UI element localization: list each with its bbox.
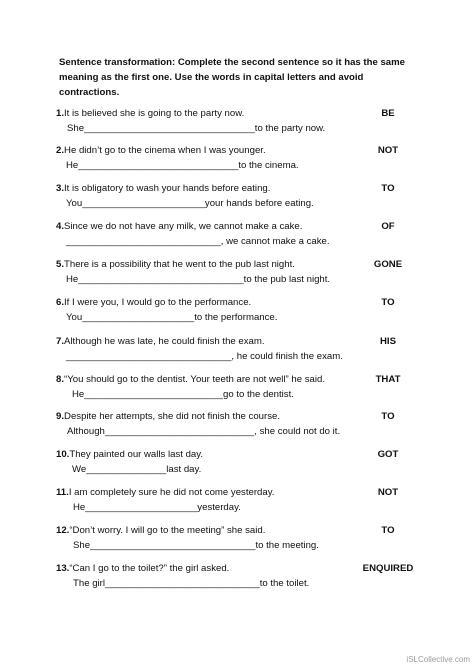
exercise-item xyxy=(0,525,474,563)
exercise-item xyxy=(0,449,474,487)
sentence-text: It is obligatory to wash your hands before eating. xyxy=(64,183,271,194)
keyword: ENQUIRED xyxy=(362,563,414,574)
keyword: OF xyxy=(381,221,395,232)
transformation-sentence[interactable]: Although____________________________, she could not do it. xyxy=(67,426,341,437)
original-sentence xyxy=(56,145,376,157)
sentence-text: “Can I go to the toilet?” the girl asked. xyxy=(69,563,230,574)
keyword: TO xyxy=(381,525,395,536)
original-sentence xyxy=(56,259,376,271)
item-number: 12. xyxy=(56,525,70,536)
keyword: NOT xyxy=(377,145,399,156)
item-number: 13. xyxy=(56,563,70,574)
original-sentence xyxy=(56,374,376,386)
keyword: TO xyxy=(381,411,395,422)
transformation-sentence[interactable]: The girl_____________________________to the toilet. xyxy=(73,578,310,589)
original-sentence xyxy=(56,221,376,233)
original-sentence xyxy=(56,563,376,575)
original-sentence xyxy=(56,183,376,195)
sentence-text: “Don’t worry. I will go to the meeting” she said. xyxy=(69,525,266,536)
item-number: 8. xyxy=(56,374,65,385)
item-number: 5. xyxy=(56,259,65,270)
sentence-text: He didn’t go to the cinema when I was younger. xyxy=(64,145,266,156)
exercise-item xyxy=(0,336,474,374)
keyword: TO xyxy=(381,183,395,194)
exercise-item xyxy=(0,183,474,221)
transformation-sentence[interactable]: He_______________________________to the pub last night. xyxy=(66,274,331,285)
source-watermark: iSLCollective.com xyxy=(406,655,470,664)
sentence-text: If I were you, I would go to the performance. xyxy=(64,297,252,308)
transformation-sentence[interactable]: She_______________________________to the meeting. xyxy=(73,540,319,551)
original-sentence xyxy=(56,336,376,348)
sentence-text: There is a possibility that he went to the pub last night. xyxy=(64,259,295,270)
sentence-text: They painted our walls last day. xyxy=(69,449,204,460)
sentence-text: Since we do not have any milk, we cannot make a cake. xyxy=(64,221,303,232)
exercise-item xyxy=(0,221,474,259)
item-number: 11. xyxy=(56,487,69,498)
exercise-item xyxy=(0,411,474,449)
sentence-text: “You should go to the dentist. Your teeth are not well” he said. xyxy=(64,374,326,385)
transformation-sentence[interactable]: You_____________________to the performance. xyxy=(66,312,278,323)
exercise-item xyxy=(0,374,474,412)
transformation-sentence[interactable]: We_______________last day. xyxy=(72,464,202,475)
original-sentence xyxy=(56,108,376,120)
sentence-text: It is believed she is going to the party now. xyxy=(64,108,245,119)
transformation-sentence[interactable]: He__________________________go to the dentist. xyxy=(72,389,294,400)
keyword: THAT xyxy=(375,374,401,385)
item-number: 10. xyxy=(56,449,70,460)
keyword: NOT xyxy=(377,487,399,498)
keyword: GONE xyxy=(373,259,403,270)
sentence-text: Although he was late, he could finish the exam. xyxy=(64,336,265,347)
keyword: BE xyxy=(381,108,395,119)
item-number: 1. xyxy=(56,108,65,119)
item-number: 7. xyxy=(56,336,65,347)
item-number: 2. xyxy=(56,145,65,156)
original-sentence xyxy=(56,297,376,309)
original-sentence xyxy=(56,449,376,461)
transformation-sentence[interactable]: You_______________________your hands before eating. xyxy=(66,198,314,209)
exercise-item xyxy=(0,108,474,146)
transformation-sentence[interactable]: She________________________________to the party now. xyxy=(67,123,326,134)
exercise-item xyxy=(0,297,474,335)
transformation-sentence[interactable]: _____________________________, we cannot make a cake. xyxy=(66,236,330,247)
item-number: 4. xyxy=(56,221,65,232)
keyword: HIS xyxy=(380,336,396,347)
instructions-text: Sentence transformation: Complete the second sentence so it has the same meaning as the first one. Use the words in capital letters and avoid contractions. xyxy=(59,57,405,98)
transformation-sentence[interactable]: _______________________________, he could finish the exam. xyxy=(66,351,343,362)
exercise-item xyxy=(0,563,474,601)
transformation-sentence[interactable]: He______________________________to the cinema. xyxy=(66,160,299,171)
keyword: TO xyxy=(381,297,395,308)
sentence-text: I am completely sure he did not come yesterday. xyxy=(68,487,275,498)
original-sentence xyxy=(56,487,376,499)
item-number: 3. xyxy=(56,183,65,194)
item-number: 6. xyxy=(56,297,65,308)
exercise-item xyxy=(0,259,474,297)
exercise-item xyxy=(0,487,474,525)
original-sentence xyxy=(56,525,376,537)
exercise-item xyxy=(0,145,474,183)
item-number: 9. xyxy=(56,411,65,422)
original-sentence xyxy=(56,411,376,423)
transformation-sentence[interactable]: He_____________________yesterday. xyxy=(73,502,241,513)
keyword: GOT xyxy=(377,449,399,460)
sentence-text: Despite her attempts, she did not finish the course. xyxy=(64,411,280,422)
